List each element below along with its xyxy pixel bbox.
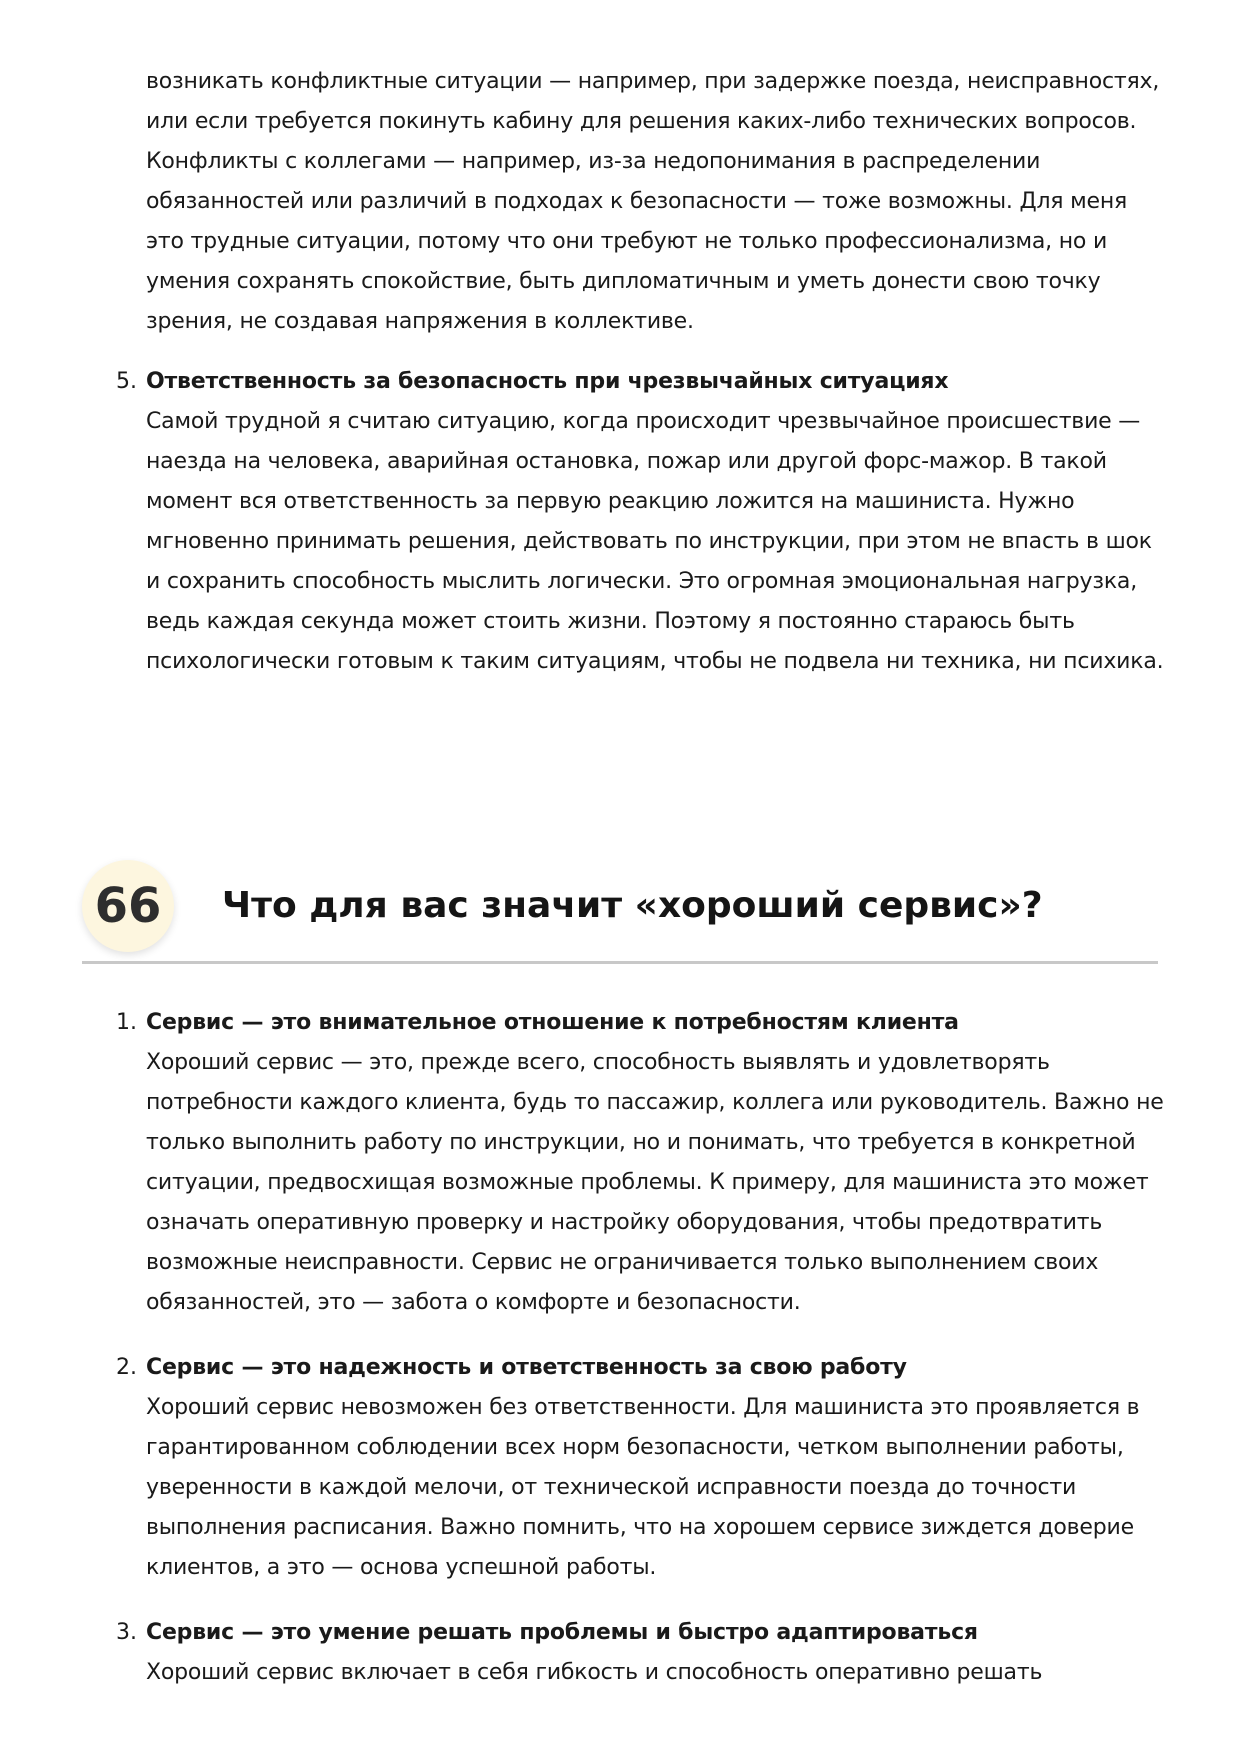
text-line: уверенности в каждой мелочи, от технической исправности поезда до точности <box>146 1475 1077 1500</box>
item-5-title: Ответственность за безопасность при чрезвычайных ситуациях <box>146 369 949 394</box>
text-line: обязанностей, это — забота о комфорте и безопасности. <box>146 1290 801 1315</box>
text-line: момент вся ответственность за первую реакцию ложится на машиниста. Нужно <box>146 489 1075 514</box>
text-line: ситуации, предвосхищая возможные проблемы. К примеру, для машиниста это может <box>146 1170 1149 1195</box>
header-divider <box>82 961 1158 964</box>
text-line: выполнения расписания. Важно помнить, что на хорошем сервисе зиждется доверие <box>146 1515 1134 1540</box>
text-line: Хороший сервис невозможен без ответственности. Для машиниста это проявляется в <box>146 1395 1140 1420</box>
question-number-badge: 66 <box>82 860 174 952</box>
text-line: возникать конфликтные ситуации — например, при задержке поезда, неисправностях, <box>146 69 1160 94</box>
text-line: клиентов, а это — основа успешной работы. <box>146 1555 657 1580</box>
text-line: означать оперативную проверку и настройку оборудования, чтобы предотвратить <box>146 1210 1103 1235</box>
item-5-number: 5. <box>116 369 137 394</box>
text-line: Самой трудной я считаю ситуацию, когда происходит чрезвычайное происшествие — <box>146 409 1141 434</box>
text-line: зрения, не создавая напряжения в коллективе. <box>146 309 694 334</box>
question-title: Что для вас значит «хороший сервис»? <box>222 885 1043 926</box>
text-line: гарантированном соблюдении всех норм безопасности, четком выполнении работы, <box>146 1435 1124 1460</box>
text-line: Конфликты с коллегами — например, из-за недопонимания в распределении <box>146 149 1041 174</box>
text-line: Хороший сервис включает в себя гибкость и способность оперативно решать <box>146 1660 1043 1685</box>
item-2-number: 2. <box>116 1355 137 1380</box>
text-line: это трудные ситуации, потому что они требуют не только профессионализма, но и <box>146 229 1108 254</box>
item-5-body <box>146 402 1164 682</box>
text-line: только выполнить работу по инструкции, но и понимать, что требуется в конкретной <box>146 1130 1136 1155</box>
text-line: и сохранить способность мыслить логически. Это огромная эмоциональная нагрузка, <box>146 569 1138 594</box>
text-line: возможные неисправности. Сервис не ограничивается только выполнением своих <box>146 1250 1099 1275</box>
item-3-number: 3. <box>116 1620 137 1645</box>
text-line: Хороший сервис — это, прежде всего, способность выявлять и удовлетворять <box>146 1050 1050 1075</box>
text-line: наезда на человека, аварийная остановка, пожар или другой форс-мажор. В такой <box>146 449 1107 474</box>
text-line: психологически готовым к таким ситуациям, чтобы не подвела ни техника, ни психика. <box>146 649 1164 674</box>
item-4-continuation <box>146 62 1160 342</box>
text-line: умения сохранять спокойствие, быть дипломатичным и уметь донести свою точку <box>146 269 1101 294</box>
text-line: ведь каждая секунда может стоить жизни. Поэтому я постоянно стараюсь быть <box>146 609 1075 634</box>
text-line: мгновенно принимать решения, действовать по инструкции, при этом не впасть в шок <box>146 529 1152 554</box>
item-2-title: Сервис — это надежность и ответственность за свою работу <box>146 1355 907 1380</box>
item-1-title: Сервис — это внимательное отношение к потребностям клиента <box>146 1010 959 1035</box>
question-header <box>82 856 1158 964</box>
text-line: обязанностей или различий в подходах к безопасности — тоже возможны. Для меня <box>146 189 1128 214</box>
item-3-body <box>146 1653 1156 1693</box>
item-1-number: 1. <box>116 1010 137 1035</box>
item-3-title: Сервис — это умение решать проблемы и быстро адаптироваться <box>146 1620 978 1645</box>
text-line: или если требуется покинуть кабину для решения каких-либо технических вопросов. <box>146 109 1137 134</box>
item-2-body <box>146 1388 1156 1588</box>
text-line: потребности каждого клиента, будь то пассажир, коллега или руководитель. Важно не <box>146 1090 1164 1115</box>
item-1-body <box>146 1043 1164 1323</box>
